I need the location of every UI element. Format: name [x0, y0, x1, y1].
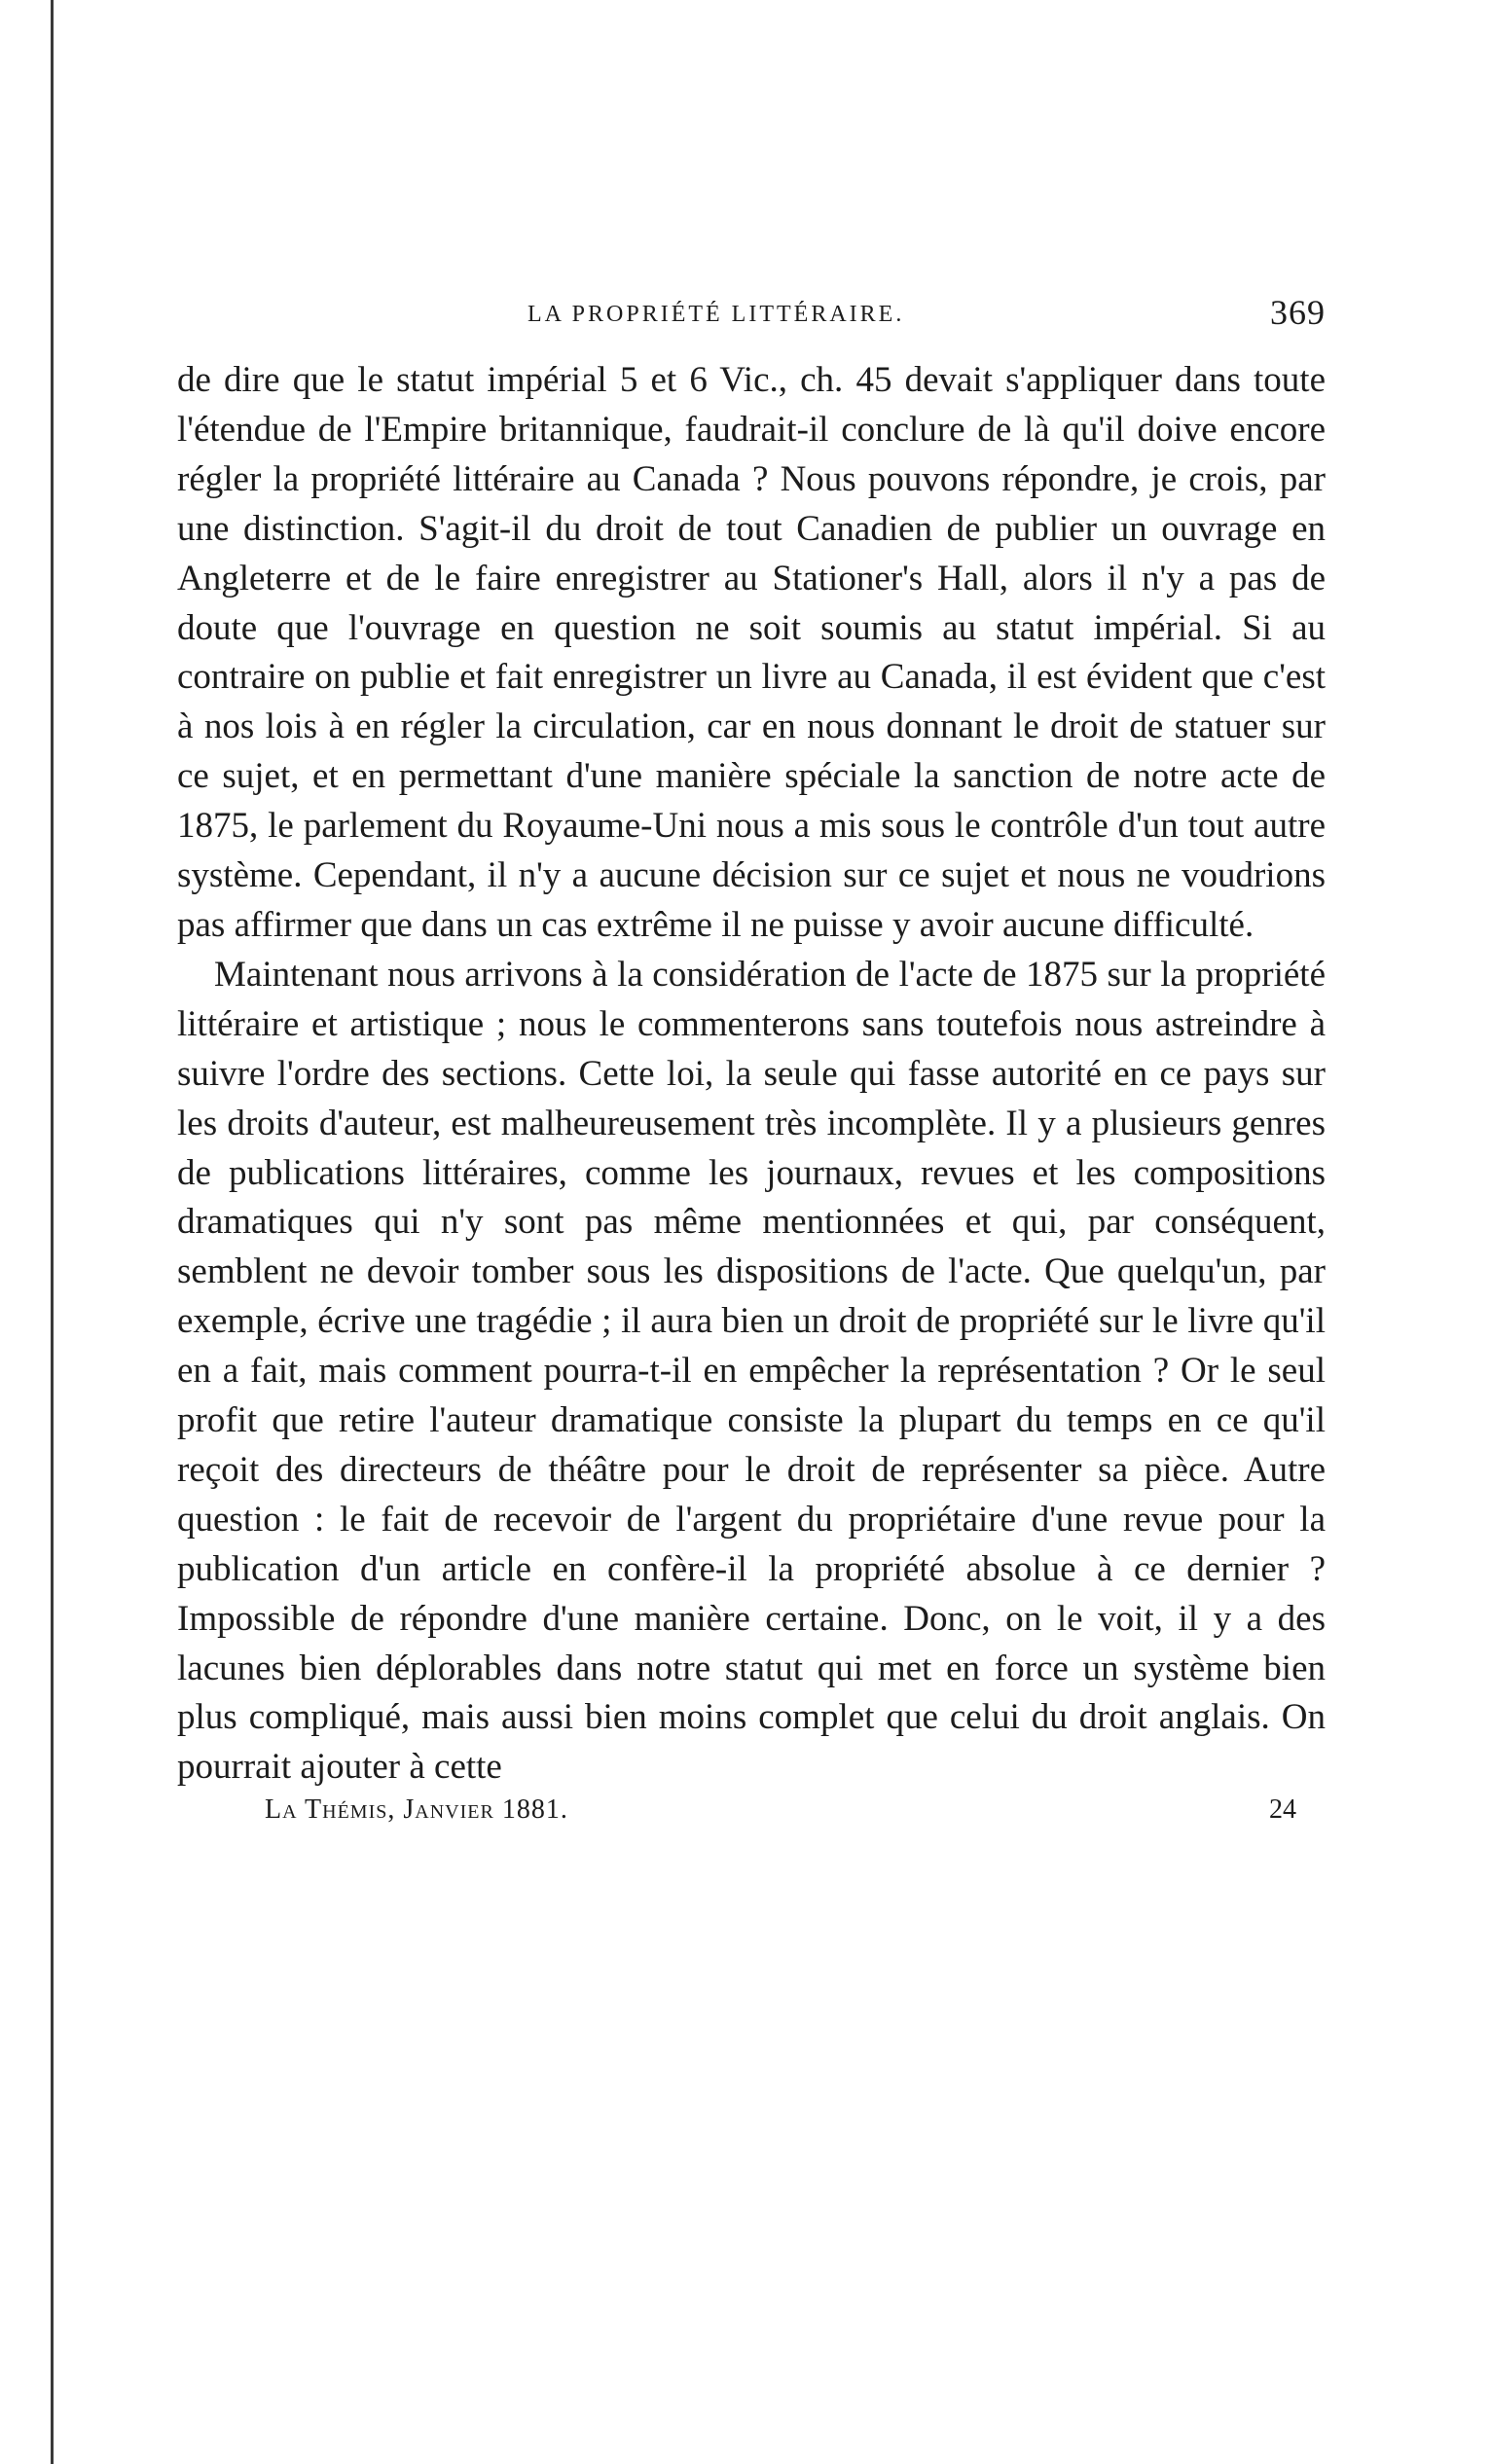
footer-journal: La Thémis, Janvier 1881. — [265, 1794, 568, 1826]
paragraph-2: Maintenant nous arrivons à la considération de l'acte de 1875 sur la propriété littéraire et artistique ; nous le commenterons sans toutefois nous astreindre à suivre l'ordre des sections. Cette loi, la seule qui fasse autorité en ce pays sur les droits d'auteur, est malheureusement très incomplète. Il y a plusieurs genres de publications littéraires, comme les journaux, revues et les compositions dramatiques qui n'y sont pas même mentionnées et qui, par conséquent, semblent ne devoir tomber sous les dispositions de l'acte. Que quelqu'un, par exemple, écrive une tragédie ; il aura bien un droit de propriété sur le livre qu'il en a fait, mais comment pourra-t-il en empêcher la représentation ? Or le seul profit que retire l'auteur dramatique consiste la plupart du temps en ce qu'il reçoit des directeurs de théâtre pour le droit de représenter sa pièce. Autre question : le fait de recevoir de l'argent du propriétaire d'une revue pour la publication d'un article en confère-il la propriété absolue à ce dernier ? Impossible de répondre d'une manière certaine. Donc, on le voit, il y a des lacunes bien déplorables dans notre statut qui met en force un système bien plus compliqué, mais aussi bien moins complet que celui du droit anglais. On pourrait ajouter à cette — [177, 954, 1326, 1788]
book-page — [177, 288, 1326, 1833]
footer-signature: 24 — [1269, 1794, 1296, 1826]
page-number: 369 — [1270, 293, 1326, 332]
page-footer — [177, 1794, 1326, 1833]
running-title: LA PROPRIÉTÉ LITTÉRAIRE. — [527, 302, 905, 327]
running-head — [177, 288, 1326, 356]
paragraph-1: de dire que le statut impérial 5 et 6 Vic., ch. 45 devait s'appliquer dans toute l'étendue de l'Empire britannique, faudrait-il conclure de là qu'il doive encore régler la propriété littéraire au Canada ? Nous pouvons répondre, je crois, par une distinction. S'agit-il du droit de tout Canadien de publier un ouvrage en Angleterre et de le faire enregistrer au Stationer's Hall, alors il n'y a pas de doute que l'ouvrage en question ne soit soumis au statut impérial. Si au contraire on publie et fait enregistrer un livre au Canada, il est évident que c'est à nos lois à en régler la circulation, car en nous donnant le droit de statuer sur ce sujet, et en permettant d'une manière spéciale la sanction de notre acte de 1875, le parlement du Royaume-Uni nous a mis sous le contrôle d'un tout autre système. Cependant, il n'y a aucune décision sur ce sujet et nous ne voudrions pas affirmer que dans un cas extrême il ne puisse y avoir aucune difficulté. — [177, 360, 1326, 945]
body-text — [177, 356, 1326, 1793]
page-edge-line — [51, 0, 54, 2464]
